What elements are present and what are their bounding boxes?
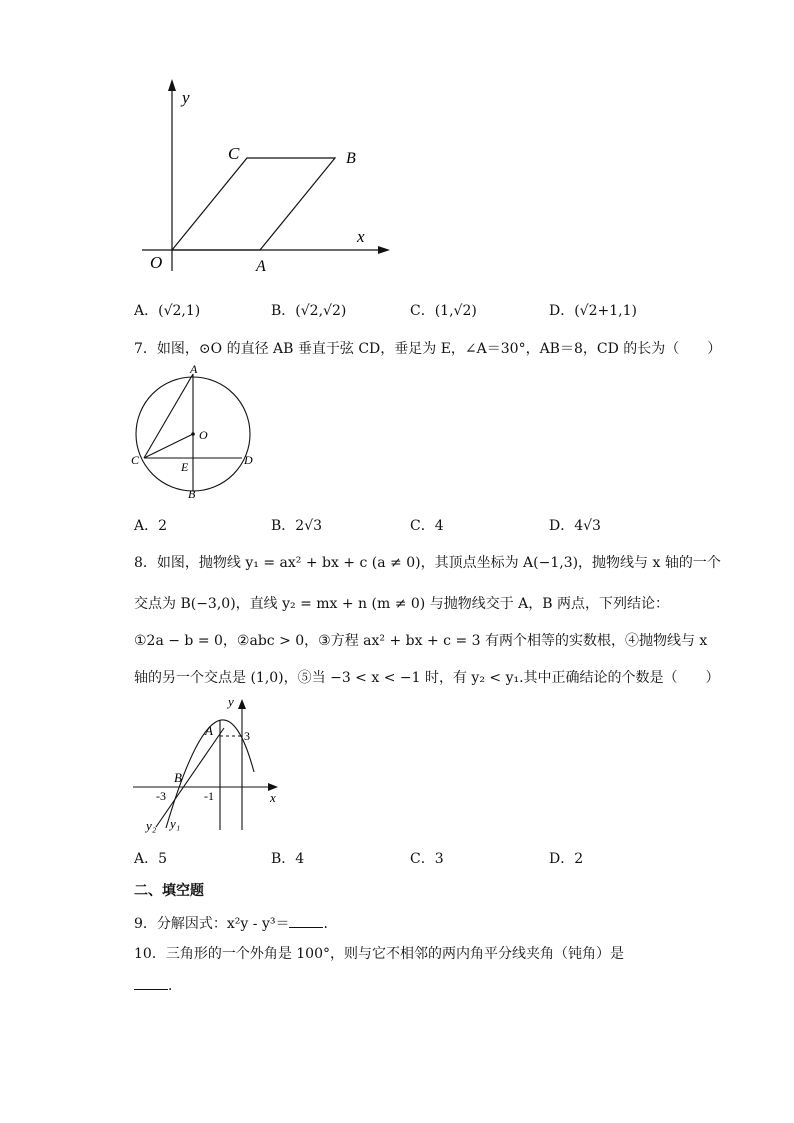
q6-option-a[interactable]: A．(√2,1)	[134, 303, 201, 319]
q8-line3: ①2a − b = 0，②abc > 0，③方程 ax² + bx + c = 3 有两个相等的实数根，④抛物线与 x	[134, 633, 708, 649]
label-three: 3	[244, 729, 250, 743]
label-y: y	[228, 694, 234, 709]
q7-option-b[interactable]: B．2√3	[271, 518, 323, 534]
label-o: O	[150, 253, 163, 272]
section-heading-fill-in: 二、填空题	[134, 883, 204, 899]
q7-text: 7．如图，⊙O 的直径 AB 垂直于弦 CD，垂足为 E，∠A＝30°，AB＝8，CD 的长为（ ）	[134, 341, 722, 357]
label-neg1: -1	[204, 789, 214, 803]
label-b: B	[174, 770, 182, 785]
label-e: E	[181, 460, 189, 474]
y-axis-arrow-icon	[238, 699, 246, 709]
label-a: A	[190, 362, 198, 376]
q8-option-d[interactable]: D．2	[549, 851, 584, 867]
label-a: A	[205, 723, 213, 738]
q9-answer-blank[interactable]	[289, 915, 323, 928]
q8-option-a[interactable]: A．5	[134, 851, 168, 867]
q6-option-c[interactable]: C．(1,√2)	[410, 303, 477, 319]
y-axis-arrow-icon	[168, 79, 176, 91]
label-c: C	[131, 453, 140, 467]
parallelogram-oabc	[172, 158, 335, 250]
q8-line2: 交点为 B(−3,0)，直线 y₂ = mx + n (m ≠ 0) 与抛物线交于 A，B 两点，下列结论：	[134, 596, 670, 612]
label-x: x	[270, 790, 276, 805]
label-o: O	[199, 428, 208, 442]
q8-line4: 轴的另一个交点是 (1,0)，⑤当 −3 < x < −1 时，有 y₂ < y₁.其中正确结论的个数是（ ）	[134, 670, 720, 686]
q10-answer-blank[interactable]	[134, 977, 168, 990]
q9-end: ．	[323, 916, 338, 932]
label-y1: y₁	[170, 816, 181, 831]
q8-option-c[interactable]: C．3	[410, 851, 444, 867]
label-y2: y₂	[146, 818, 157, 833]
line-y2	[156, 728, 224, 827]
circle-figure	[128, 360, 268, 505]
x-axis-arrow-icon	[378, 246, 390, 254]
q6-option-b[interactable]: B．(√2,√2)	[271, 303, 347, 319]
q7-option-c[interactable]: C．4	[410, 518, 444, 534]
label-b: B	[188, 487, 196, 501]
label-d: D	[244, 453, 253, 467]
label-a: A	[256, 258, 266, 275]
label-b: B	[346, 150, 356, 167]
q10-line2	[134, 975, 182, 995]
q8-option-b[interactable]: B．4	[271, 851, 305, 867]
q6-option-d[interactable]: D．(√2+1,1)	[549, 303, 637, 319]
parallelogram-figure	[130, 75, 400, 280]
q9-text	[134, 913, 337, 933]
q10-line1: 10．三角形的一个外角是 100°，则与它不相邻的两内角平分线夹角（钝角）是	[134, 946, 624, 962]
label-c: C	[228, 144, 240, 163]
q10-end: ．	[168, 978, 182, 994]
label-neg3: -3	[156, 789, 166, 803]
q8-line1: 8．如图，抛物线 y₁ = ax² + bx + c (a ≠ 0)，其顶点坐标为 A(−1,3)，抛物线与 x 轴的一个	[134, 555, 721, 571]
label-y: y	[182, 88, 190, 107]
q9-stem: 9．分解因式：x²y - y³＝	[134, 916, 290, 932]
center-dot	[191, 432, 195, 436]
q7-option-d[interactable]: D．4√3	[549, 518, 601, 534]
parabola-figure	[128, 690, 288, 840]
q7-option-a[interactable]: A．2	[134, 518, 168, 534]
label-x: x	[357, 227, 365, 246]
